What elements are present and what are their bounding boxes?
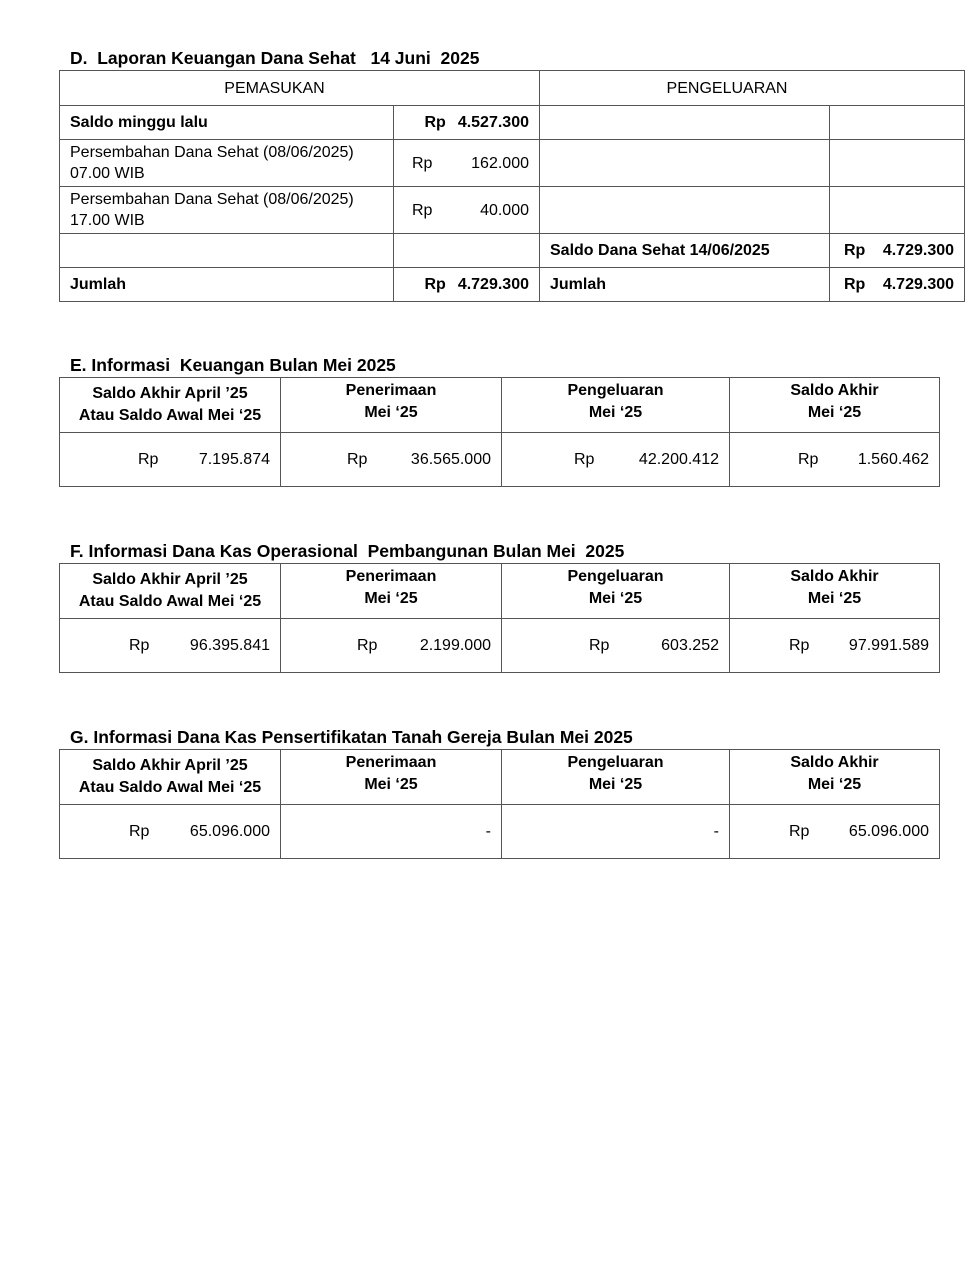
header-line1: Penerimaan <box>345 754 437 771</box>
header-pengeluaran <box>502 750 730 805</box>
header-line1: Saldo Akhir April ’25 <box>92 757 248 774</box>
currency-label: Rp <box>357 637 378 654</box>
row-label-line1: Persembahan Dana Sehat (08/06/2025) <box>70 191 354 208</box>
kas-operasional-table <box>59 563 940 673</box>
currency-label: Rp <box>589 637 610 654</box>
section-e-title: E. Informasi Keuangan Bulan Mei 2025 <box>70 355 396 375</box>
amount-value: 42.200.412 <box>638 451 719 468</box>
value-cell <box>502 619 730 673</box>
row-label: Saldo minggu lalu <box>60 106 394 140</box>
amount-value: 162.000 <box>471 154 529 172</box>
income-header <box>60 71 540 106</box>
header-line1: Saldo Akhir <box>790 568 879 585</box>
header-line2: Mei ‘25 <box>807 776 862 793</box>
amount-value: - <box>485 823 491 840</box>
header-pengeluaran <box>502 564 730 619</box>
header-line2: Atau Saldo Awal Mei ‘25 <box>78 593 262 610</box>
amount-value: 96.395.841 <box>189 637 270 654</box>
section-f-title: F. Informasi Dana Kas Operasional Pembangunan Bulan Mei 2025 <box>70 541 625 561</box>
header-saldo-awal <box>60 750 281 805</box>
value-cell <box>60 619 281 673</box>
value-cell <box>281 433 502 487</box>
currency-label: Rp <box>844 276 866 293</box>
value-cell <box>502 805 730 859</box>
dana-sehat-table <box>59 70 965 302</box>
header-line1: Penerimaan <box>345 382 437 399</box>
header-line2: Atau Saldo Awal Mei ‘25 <box>78 407 262 424</box>
amount-value: 36.565.000 <box>410 451 491 468</box>
header-saldo-awal <box>60 378 281 433</box>
header-line1: Saldo Akhir April ’25 <box>92 385 248 402</box>
amount-value: 4.729.300 <box>882 276 955 293</box>
header-line1: Penerimaan <box>345 568 437 585</box>
header-line2: Mei ‘25 <box>588 776 643 793</box>
header-saldo-akhir <box>730 564 940 619</box>
header-line2: Mei ‘25 <box>588 404 643 421</box>
header-saldo-akhir <box>730 378 940 433</box>
header-saldo-akhir <box>730 750 940 805</box>
value-cell <box>730 619 940 673</box>
value-cell <box>281 619 502 673</box>
header-pengeluaran <box>502 378 730 433</box>
amount-value: 603.252 <box>661 637 719 654</box>
row-label-line2: 17.00 WIB <box>70 212 145 229</box>
currency-label: Rp <box>129 637 150 654</box>
header-line2: Atau Saldo Awal Mei ‘25 <box>78 779 262 796</box>
keuangan-mei-table <box>59 377 940 487</box>
amount-value: - <box>713 823 719 840</box>
currency-label: Rp <box>138 451 159 468</box>
empty-cell <box>830 106 965 140</box>
header-line2: Mei ‘25 <box>364 776 418 793</box>
header-line1: Saldo Akhir April ’25 <box>92 571 248 588</box>
header-line2: Mei ‘25 <box>588 590 643 607</box>
currency-label: Rp <box>844 242 866 259</box>
currency-label: Rp <box>574 451 595 468</box>
header-line2: Mei ‘25 <box>807 590 862 607</box>
saldo-label: Saldo Dana Sehat 14/06/2025 <box>540 234 830 268</box>
header-saldo-awal <box>60 564 281 619</box>
currency-label: Rp <box>789 823 810 840</box>
expense-header-label: PENGELUARAN <box>666 79 788 97</box>
empty-cell <box>540 106 830 140</box>
table-row <box>60 140 965 187</box>
amount-value: 7.195.874 <box>198 451 270 468</box>
amount-value: 97.991.589 <box>848 637 929 654</box>
table-row <box>60 268 965 302</box>
amount-value: 1.560.462 <box>857 451 929 468</box>
amount-value: 2.199.000 <box>419 637 491 654</box>
amount-value: 40.000 <box>480 201 529 219</box>
table-row <box>60 619 940 673</box>
currency-label: Rp <box>412 154 433 172</box>
section-g-title: G. Informasi Dana Kas Pensertifikatan Tanah Gereja Bulan Mei 2025 <box>70 727 633 747</box>
currency-label: Rp <box>798 451 819 468</box>
currency-label: Rp <box>412 201 433 219</box>
header-line1: Pengeluaran <box>567 568 664 585</box>
empty-cell <box>830 140 965 187</box>
empty-cell <box>60 234 394 268</box>
saldo-amount <box>830 234 965 268</box>
empty-cell <box>830 187 965 234</box>
header-line1: Pengeluaran <box>567 754 664 771</box>
total-expense-amount <box>830 268 965 302</box>
currency-label: Rp <box>129 823 150 840</box>
row-label-line2: 07.00 WIB <box>70 165 145 182</box>
currency-label: Rp <box>424 114 446 131</box>
value-cell <box>730 433 940 487</box>
section-d-title: D. Laporan Keuangan Dana Sehat 14 Juni 2025 <box>70 48 480 68</box>
row-amount <box>394 106 540 140</box>
empty-cell <box>540 140 830 187</box>
header-penerimaan <box>281 750 502 805</box>
header-line2: Mei ‘25 <box>364 404 418 421</box>
header-penerimaan <box>281 378 502 433</box>
row-label <box>60 187 394 234</box>
total-income-amount <box>394 268 540 302</box>
table-row <box>60 805 940 859</box>
header-line2: Mei ‘25 <box>807 404 862 421</box>
header-line2: Mei ‘25 <box>364 590 418 607</box>
value-cell <box>60 805 281 859</box>
row-label <box>60 140 394 187</box>
total-income-label: Jumlah <box>60 268 394 302</box>
row-label-line1: Persembahan Dana Sehat (08/06/2025) <box>70 144 354 161</box>
currency-label: Rp <box>424 276 446 293</box>
value-cell <box>281 805 502 859</box>
amount-value: 4.527.300 <box>457 114 529 131</box>
amount-value: 65.096.000 <box>848 823 929 840</box>
table-row <box>60 433 940 487</box>
empty-cell <box>540 187 830 234</box>
kas-sertifikat-table <box>59 749 940 859</box>
table-row <box>60 187 965 234</box>
header-line1: Saldo Akhir <box>790 382 879 399</box>
table-row <box>60 234 965 268</box>
amount-value: 65.096.000 <box>189 823 270 840</box>
amount-value: 4.729.300 <box>882 242 955 259</box>
empty-cell <box>394 234 540 268</box>
total-expense-label: Jumlah <box>540 268 830 302</box>
currency-label: Rp <box>347 451 368 468</box>
currency-label: Rp <box>789 637 810 654</box>
header-line1: Pengeluaran <box>567 382 664 399</box>
row-amount <box>394 187 540 234</box>
income-header-label: PEMASUKAN <box>224 79 325 97</box>
expense-header <box>540 71 965 106</box>
header-line1: Saldo Akhir <box>790 754 879 771</box>
value-cell <box>502 433 730 487</box>
row-amount <box>394 140 540 187</box>
header-penerimaan <box>281 564 502 619</box>
table-row <box>60 106 965 140</box>
amount-value: 4.729.300 <box>457 276 529 293</box>
value-cell <box>60 433 281 487</box>
value-cell <box>730 805 940 859</box>
